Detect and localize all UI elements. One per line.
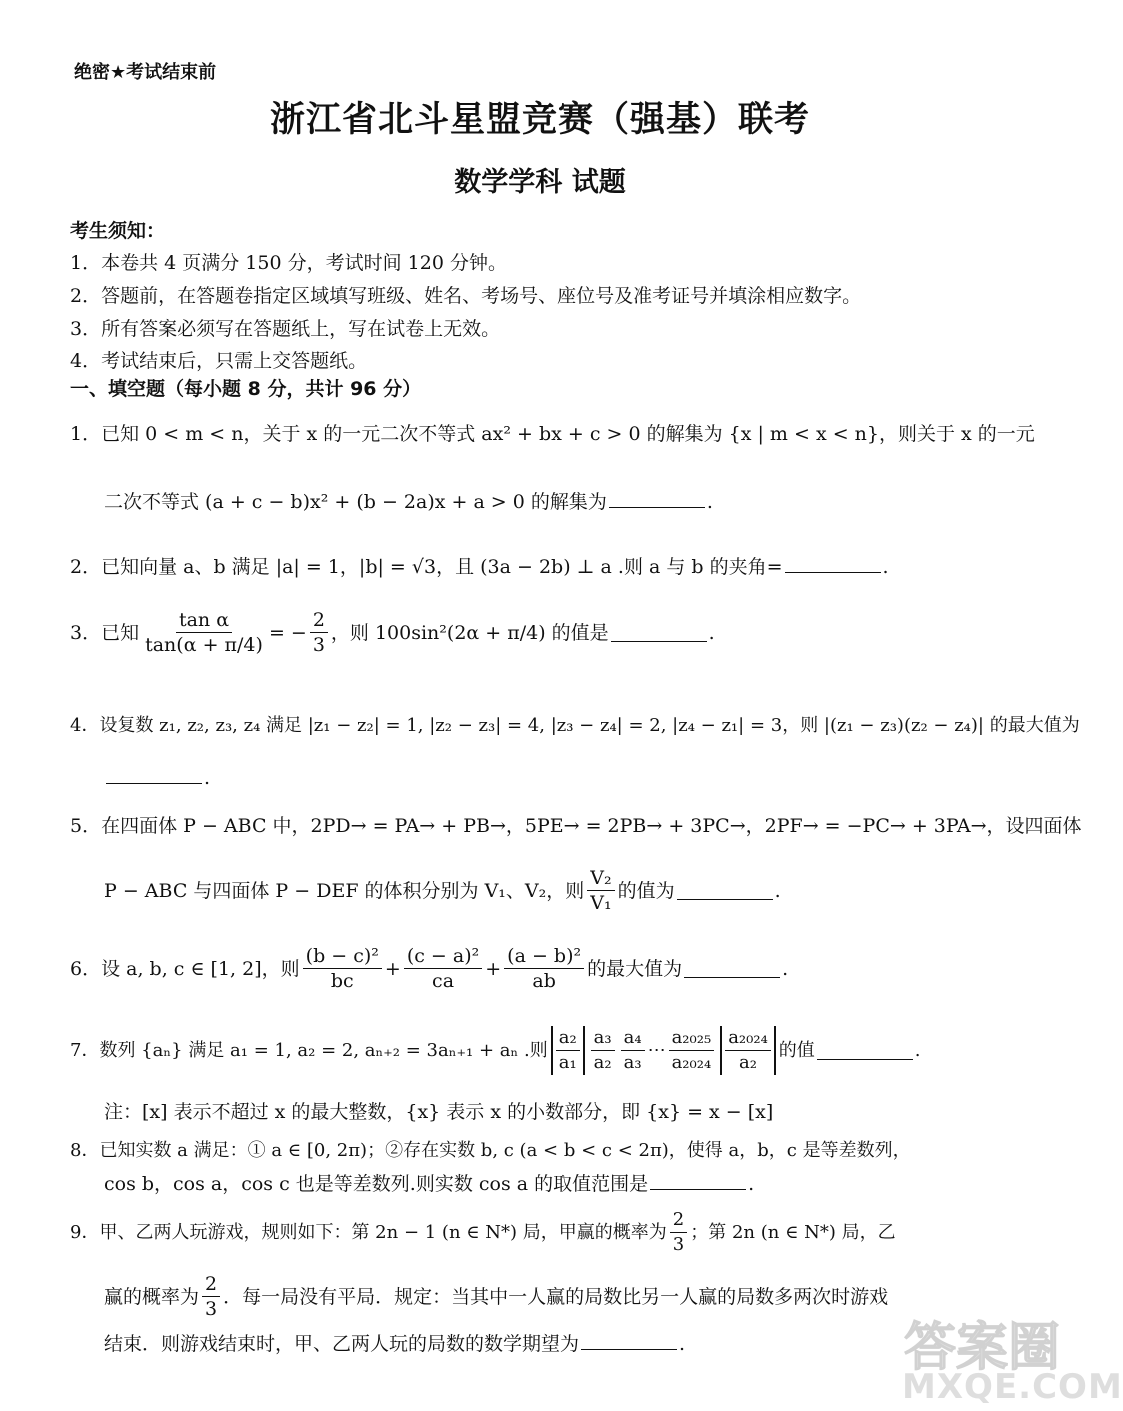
brace-fraction bbox=[591, 1026, 615, 1075]
answer-blank bbox=[817, 1041, 913, 1060]
question-1-text: 二次不等式 (a + c − b)x² + (b − 2a)x + a > 0 的解集为 bbox=[104, 491, 607, 513]
question-7-suffix: 的值 bbox=[778, 1039, 815, 1061]
fraction-denominator: a₂₀₂₄ bbox=[671, 1052, 712, 1073]
fraction-numerator: 2 bbox=[310, 608, 328, 633]
question-3-middle: = − bbox=[268, 621, 307, 644]
plus-sign: + bbox=[485, 957, 502, 980]
plus-sign: + bbox=[384, 957, 401, 980]
question-7-prefix: 7．数列 {aₙ} 满足 a₁ = 1, a₂ = 2, aₙ₊₂ = 3aₙ₊₁ + aₙ .则 bbox=[70, 1039, 548, 1061]
fraction-numerator: tan α bbox=[176, 608, 232, 633]
question-5-line-1: 5．在四面体 P − ABC 中，2PD→ = PA→ + PB→，5PE→ = 2PB→ + 3PC→，2PF→ = −PC→ + 3PA→，设四面体 bbox=[70, 815, 1082, 837]
question-9-line-1 bbox=[70, 1208, 896, 1257]
question-8-line-1: 8．已知实数 a 满足：① a ∈ [0, 2π)；②存在实数 b, c (a < b < c < 2π)，使得 a，b，c 是等差数列， bbox=[70, 1140, 911, 1161]
question-end: . bbox=[748, 1173, 755, 1195]
question-8-text: cos b，cos a，cos c 也是等差数列.则实数 cos a 的取值范围是 bbox=[104, 1173, 649, 1195]
question-6-suffix: 的最大值为 bbox=[587, 957, 683, 980]
question-5-line-2 bbox=[104, 866, 781, 915]
question-7 bbox=[70, 1026, 921, 1075]
answer-blank bbox=[611, 623, 707, 642]
answer-blank bbox=[677, 881, 773, 900]
fraction-denominator: bc bbox=[330, 970, 354, 992]
fraction bbox=[587, 866, 614, 915]
fraction-denominator: a₂ bbox=[593, 1052, 612, 1073]
question-2-text: 2．已知向量 a、b 满足 |a| = 1，|b| = √3，且 (3a − 2b) ⊥ a .则 a 与 b 的夹角= bbox=[70, 556, 783, 578]
answer-blank bbox=[609, 489, 705, 508]
question-end: . bbox=[774, 879, 781, 902]
fraction-denominator: V₁ bbox=[590, 892, 612, 914]
fraction-denominator: ab bbox=[532, 970, 556, 992]
question-9-line-3 bbox=[104, 1330, 685, 1358]
brace-fraction bbox=[669, 1026, 715, 1075]
fraction-denominator: a₂ bbox=[739, 1052, 757, 1073]
fraction-numerator: 2 bbox=[202, 1272, 220, 1297]
exam-title: 浙江省北斗星盟竞赛（强基）联考 bbox=[269, 100, 810, 140]
fraction bbox=[202, 1272, 220, 1321]
fraction-denominator: ca bbox=[432, 970, 455, 992]
fraction bbox=[670, 1208, 687, 1257]
fraction bbox=[404, 944, 482, 993]
question-9-text-a: 9．甲、乙两人玩游戏，规则如下：第 2n − 1 (n ∈ N*) 局，甲赢的概率为 bbox=[70, 1221, 667, 1243]
fraction-numerator: a₂ bbox=[556, 1026, 580, 1051]
question-9-text-d: ．每一局没有平局．规定：当其中一人赢的局数比另一人赢的局数多两次时游戏 bbox=[223, 1285, 889, 1308]
fraction-numerator: a₂₀₂₅ bbox=[669, 1026, 715, 1051]
fraction-denominator: 3 bbox=[205, 1298, 218, 1320]
fraction bbox=[504, 944, 584, 993]
question-end: . bbox=[882, 556, 889, 578]
answer-blank bbox=[581, 1331, 677, 1350]
notice-item: 2．答题前，在答题卷指定区域填写班级、姓名、考场号、座位号及准考证号并填涂相应数字。 bbox=[70, 285, 862, 307]
question-9-text-e: 结束．则游戏结束时，甲、乙两人玩的局数的数学期望为 bbox=[104, 1333, 580, 1355]
notice-heading: 考生须知： bbox=[70, 220, 166, 242]
question-9-text-c: 赢的概率为 bbox=[104, 1285, 200, 1308]
question-6-prefix: 6．设 a, b, c ∈ [1, 2]，则 bbox=[70, 957, 300, 980]
question-end: . bbox=[679, 1333, 686, 1355]
fraction-denominator: a₁ bbox=[558, 1052, 577, 1073]
question-9-line-2 bbox=[104, 1272, 888, 1321]
question-end: . bbox=[706, 491, 713, 513]
question-3 bbox=[70, 608, 715, 657]
question-3-suffix: ，则 100sin²(2α + π/4) 的值是 bbox=[330, 621, 609, 644]
answer-blank bbox=[684, 959, 780, 978]
fraction-denominator: a₃ bbox=[623, 1052, 642, 1073]
notice-item: 3．所有答案必须写在答题纸上，写在试卷上无效。 bbox=[70, 318, 501, 340]
answer-blank bbox=[106, 765, 202, 784]
fraction bbox=[142, 608, 266, 657]
question-4-line-2 bbox=[104, 764, 210, 792]
question-5-text: P − ABC 与四面体 P − DEF 的体积分别为 V₁、V₂，则 bbox=[104, 879, 585, 902]
answer-blank bbox=[650, 1171, 746, 1190]
question-9-text-b: ；第 2n (n ∈ N*) 局，乙 bbox=[690, 1221, 896, 1243]
answer-blank bbox=[785, 554, 881, 573]
question-7-note: 注：[x] 表示不超过 x 的最大整数，{x} 表示 x 的小数部分，即 {x} = x − [x] bbox=[104, 1101, 774, 1123]
watermark-chinese: 答案圈 bbox=[904, 1318, 1061, 1378]
fraction-numerator: (b − c)² bbox=[303, 944, 382, 969]
section-title: 一、填空题（每小题 8 分，共计 96 分） bbox=[70, 378, 422, 400]
fraction bbox=[310, 608, 328, 657]
fraction-numerator: a₄ bbox=[621, 1026, 645, 1051]
confidential-label: 绝密★考试结束前 bbox=[74, 62, 217, 83]
notice-item: 4．考试结束后，只需上交答题纸。 bbox=[70, 350, 368, 372]
exam-subtitle: 数学学科 试题 bbox=[454, 167, 626, 198]
fraction-numerator: a₂₀₂₄ bbox=[725, 1026, 771, 1051]
question-3-prefix: 3．已知 bbox=[70, 621, 140, 644]
question-end: . bbox=[782, 957, 789, 980]
question-end: . bbox=[204, 767, 211, 789]
watermark-logo bbox=[896, 1305, 1123, 1409]
floor-bracket-fraction bbox=[551, 1026, 585, 1075]
fraction-numerator: V₂ bbox=[587, 866, 614, 891]
question-end: . bbox=[914, 1039, 921, 1061]
question-2 bbox=[70, 553, 889, 581]
question-1-line-2 bbox=[104, 488, 713, 516]
question-8-line-2 bbox=[104, 1170, 754, 1198]
question-6 bbox=[70, 944, 788, 993]
notice-item: 1．本卷共 4 页满分 150 分，考试时间 120 分钟。 bbox=[70, 252, 507, 274]
fraction-numerator: (a − b)² bbox=[504, 944, 584, 969]
floor-bracket-fraction bbox=[720, 1026, 776, 1075]
brace-fraction bbox=[621, 1026, 645, 1075]
question-end: . bbox=[708, 621, 715, 644]
fraction-numerator: 2 bbox=[670, 1208, 687, 1233]
question-4-line-1: 4．设复数 z₁, z₂, z₃, z₄ 满足 |z₁ − z₂| = 1, |z₂ − z₃| = 4, |z₃ − z₄| = 2, |z₄ − z₁| = 3，则 |(z₁ − z₃)(z₂ − z₄)| 的最大值为 bbox=[70, 715, 1080, 736]
fraction bbox=[303, 944, 382, 993]
fraction-numerator: a₃ bbox=[591, 1026, 615, 1051]
ellipsis: ⋯ bbox=[647, 1039, 666, 1061]
question-5-text-b: 的值为 bbox=[617, 879, 675, 902]
fraction-denominator: tan(α + π/4) bbox=[145, 634, 263, 656]
watermark-domain: MXQE.COM bbox=[902, 1367, 1123, 1407]
fraction-numerator: (c − a)² bbox=[404, 944, 482, 969]
fraction-denominator: 3 bbox=[672, 1234, 685, 1255]
fraction-denominator: 3 bbox=[312, 634, 325, 656]
question-1-line-1: 1．已知 0 < m < n，关于 x 的一元二次不等式 ax² + bx + c > 0 的解集为 {x | m < x < n}，则关于 x 的一元 bbox=[70, 423, 1035, 445]
